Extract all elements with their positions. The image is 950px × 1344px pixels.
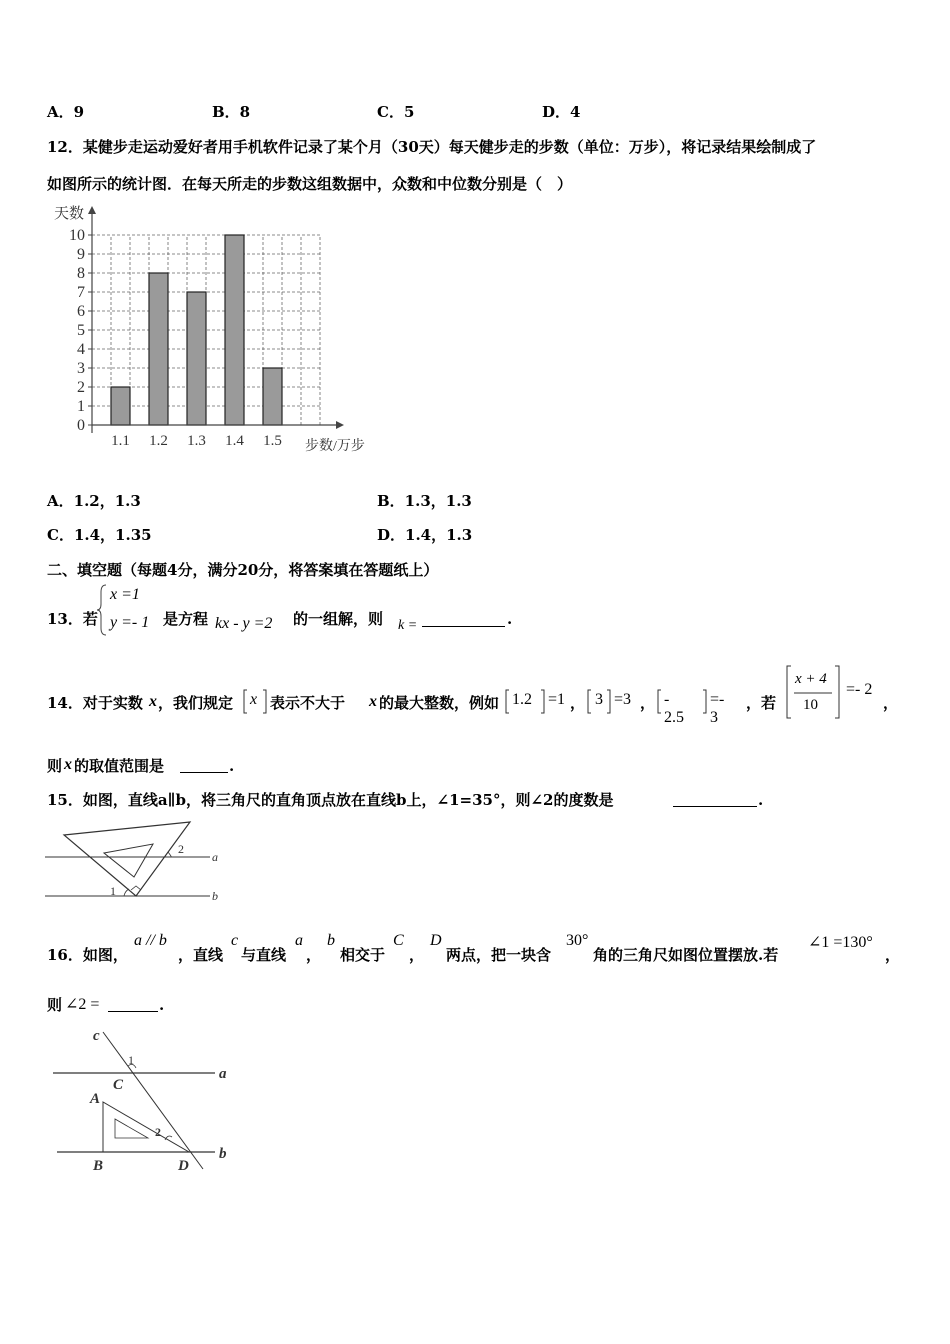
chart-x-tick-label: 1.4 [225,433,244,449]
q14-example-3-inner: - 2.5 [664,691,684,726]
q14-text1: 14．对于实数 [47,694,143,712]
q16-text8: 角的三角尺如图位置摆放.若 [593,946,779,964]
chart-y-tick-label: 1 [77,398,85,415]
q14-sep2: ， [640,694,656,712]
q14-fraction-numerator: x + 4 [795,671,827,687]
q14-example-2-result: =3 [614,691,632,708]
q16-degree-30: 30° [566,932,589,949]
q16-label-b: b [219,1146,227,1162]
q16-text6: ， [409,946,425,964]
chart-bar-1.2 [149,273,168,425]
q16-label-a: a [219,1066,227,1082]
chart-y-tick-label: 3 [77,360,85,377]
q16-a-parallel-b: a // b [134,932,167,949]
q14-x2: x [369,693,377,710]
q14-sep1: ， [570,694,586,712]
chart-x-ticks [111,433,282,449]
chart-y-tick-label: 7 [77,284,85,301]
q16-angle2: ∠2 = [65,996,100,1013]
q11-option-d[interactable]: D．4 [542,103,581,121]
q15-triangle-outer [64,822,190,896]
q14-text3: 表示不大于 [270,694,346,712]
q13-eq3: kx - y =2 [215,615,273,632]
chart-x-label: 步数/万步 [305,439,365,454]
q13-end: . [507,610,513,628]
q13-text2: 的一组解，则 [293,610,384,628]
chart-bars [111,235,282,425]
q15-end: . [758,791,764,809]
q16-triangle-outer [103,1102,189,1152]
chart-x-tick-label: 1.2 [149,433,168,449]
chart-y-tick-label: 0 [77,417,85,434]
y-axis-arrow [88,206,96,214]
q14-line2-a: 则 [47,757,63,775]
chart-bar-1.4 [225,235,244,425]
q14-example-3-result: =- 3 [710,691,725,726]
q14-comma: ， [883,694,899,712]
q15-answer-blank[interactable] [673,792,757,807]
section2-title: 二、填空题（每题4分，满分20分，将答案填在答题纸上） [47,561,439,579]
q14-fraction-denominator: 10 [803,697,818,713]
q13-answer-blank[interactable] [422,612,505,627]
q12-option-d[interactable]: D．1.4，1.3 [377,526,473,544]
q16-label-A: A [90,1091,101,1107]
q11-option-b[interactable]: B．8 [212,103,251,121]
q16-label-c: c [93,1028,100,1044]
q14-end: . [229,757,235,775]
chart-y-tick-label: 8 [77,265,85,282]
q16-label-1: 1 [128,1053,134,1067]
q14-floor-x-var: x [250,691,258,708]
q15-text: 15．如图，直线a∥b，将三角尺的直角顶点放在直线b上，∠1=35°，则∠2的度数是 [47,791,614,809]
q15-label-a: a [212,850,218,864]
x-axis-arrow [336,421,344,429]
q16-line-c [103,1032,203,1169]
q16-end: . [159,996,165,1014]
q16-var-a: a [295,932,303,949]
q14-text5: ，若 [746,694,777,712]
chart-y-tick-label: 9 [77,246,85,263]
q15-label-b: b [212,889,218,903]
q16-answer-blank[interactable] [108,997,158,1012]
q16-var-b: b [327,932,335,949]
q16-var-D: D [430,932,442,949]
q16-label-C: C [113,1077,124,1093]
q13-brace [97,584,107,636]
q14-example-1-result: =1 [548,691,566,708]
q16-text7: 两点，把一块含 [446,946,552,964]
q15-right-angle-mark [131,886,141,890]
chart-y-tick-label: 4 [77,341,85,358]
q15-label-1: 1 [110,884,116,898]
q14-example-2-inner: 3 [595,691,603,708]
q16-text2: ，直线 [178,946,224,964]
q15-figure [40,815,240,910]
q14-fraction-result: =- 2 [846,681,873,698]
q16-text5: 相交于 [340,946,386,964]
q16-label-D: D [178,1158,189,1174]
q16-label-2: 2 [155,1125,161,1139]
q12-text-line1: 12．某健步走运动爱好者用手机软件记录了某个月（30天）每天健步走的步数（单位：万步），将记录结果绘制成了 [47,138,817,156]
q14-text4: 的最大整数，例如 [379,694,500,712]
q14-line2-x: x [64,756,72,773]
q12-bar-chart [40,200,390,460]
q12-text-line2: 如图所示的统计图．在每天所走的步数这组数据中，众数和中位数分别是（ ） [47,175,573,193]
chart-y-tick-label: 10 [69,227,85,244]
chart-bar-1.1 [111,387,130,425]
q12-option-a[interactable]: A．1.2，1.3 [47,492,141,510]
q14-floor-fraction [786,664,840,720]
q14-line2-b: 的取值范围是 [74,757,165,775]
chart-x-tick-label: 1.5 [263,433,282,449]
q16-triangle-inner [115,1119,148,1138]
q13-text1: 是方程 [163,610,209,628]
chart-y-ticks [69,227,92,434]
q16-var-c: c [231,932,239,949]
q16-angle1-value: ∠1 =130° [808,934,873,951]
chart-bar-1.3 [187,292,206,425]
q13-eq1: x =1 [110,586,140,603]
q15-triangle-inner [104,844,153,877]
q16-angle2-arc [165,1136,172,1140]
chart-y-tick-label: 6 [77,303,85,320]
q16-line2-a: 则 [47,996,63,1014]
q14-example-1-inner: 1.2 [512,691,532,708]
q11-option-a[interactable]: A．9 [47,103,85,121]
q16-text4: ， [306,946,322,964]
q16-text1: 16．如图， [47,946,128,964]
q14-text2: ，我们规定 [158,694,234,712]
q14-x1: x [149,693,157,710]
chart-x-tick-label: 1.3 [187,433,206,449]
q15-label-2: 2 [178,842,184,856]
q13-num: 13．若 [47,610,98,628]
chart-x-tick-label: 1.1 [111,433,130,449]
chart-bar-1.5 [263,368,282,425]
q13-eq2: y =- 1 [110,614,150,631]
chart-y-tick-label: 2 [77,379,85,396]
q15-angle2-arc [168,852,171,857]
chart-y-label: 天数 [54,206,85,222]
q14-answer-blank[interactable] [180,758,228,773]
q16-figure [45,1022,255,1182]
chart-y-tick-label: 5 [77,322,85,339]
q16-text3: 与直线 [241,946,287,964]
q16-label-B: B [93,1158,104,1174]
q16-text9: ， [885,946,901,964]
q11-option-c[interactable]: C．5 [377,103,415,121]
q12-option-c[interactable]: C．1.4，1.35 [47,526,152,544]
q12-option-b[interactable]: B．1.3，1.3 [377,492,472,510]
q16-var-C: C [393,932,404,949]
q13-k: k = [398,618,418,633]
